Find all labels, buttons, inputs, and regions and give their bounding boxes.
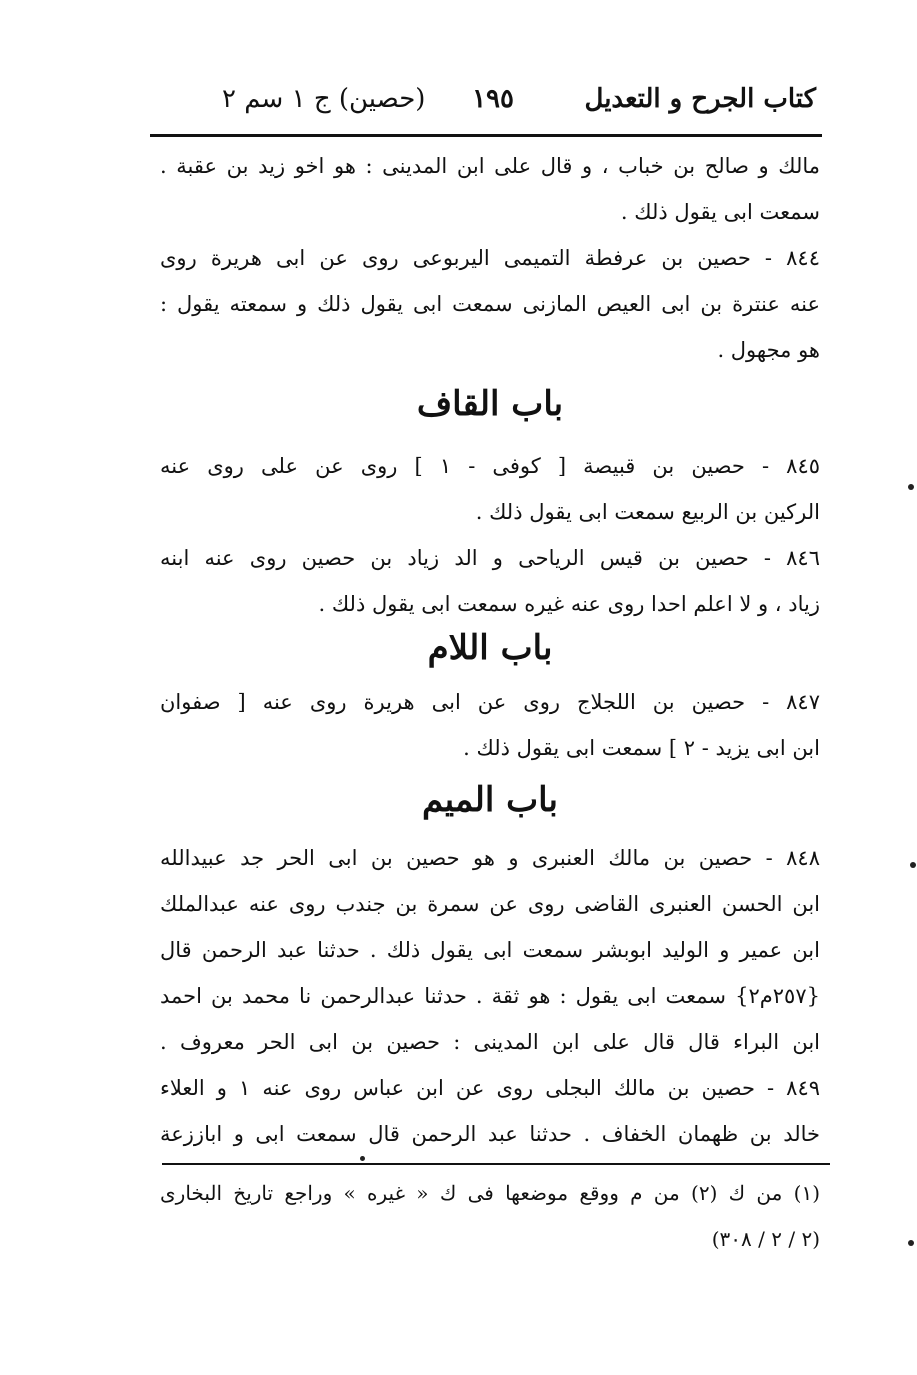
chapter-heading-mim: باب الميم: [421, 780, 559, 820]
text-line: سمعت ابى يقول ذلك .: [620, 200, 820, 224]
text-line: زياد ، و لا اعلم احدا روى عنه غيره سمعت ابى يقول ذلك .: [318, 592, 820, 616]
entry-845-line: ٨٤٥ - حصين بن قبيصة [ كوفى - ١ ] روى عن على روى عنه: [160, 454, 821, 478]
chapter-heading-lam: باب اللام: [427, 628, 553, 668]
text-line: ابن البراء قال قال على ابن المدينى : حصين بن ابى الحر معروف .: [160, 1030, 820, 1054]
text-line: ابن عمير و الوليد ابوبشر سمعت ابى يقول ذلك . حدثنا عبد الرحمن قال: [160, 938, 820, 962]
footnote-line: (١) من ك (٢) من م ووقع موضعها فى ك « غيره » وراجع تاريخ البخارى: [160, 1181, 820, 1205]
text-line: {٢٥٧م٢} سمعت ابى يقول : هو ثقة . حدثنا عبدالرحمن نا محمد بن احمد: [160, 984, 820, 1008]
text-line: مالك و صالح بن خباب ، و قال على ابن المدينى : هو اخو زيد بن عقبة .: [160, 154, 820, 178]
scan-speck: [908, 484, 914, 490]
text-line: الركين بن الربيع سمعت ابى يقول ذلك .: [475, 500, 820, 524]
chapter-heading-qaf: باب القاف: [416, 384, 564, 424]
entry-844-line: ٨٤٤ - حصين بن عرفطة التميمى اليربوعى روى عن ابى هريرة روى: [160, 246, 820, 270]
section-label: (حصين) ج ١ سم ٢: [222, 84, 426, 114]
footnote-rule: [162, 1163, 830, 1165]
text-line: هو مجهول .: [717, 338, 820, 362]
entry-846-line: ٨٤٦ - حصين بن قيس الرياحى و الد زياد بن حصين روى عنه ابنه: [160, 546, 820, 570]
text-line: خالد بن ظهمان الخفاف . حدثنا عبد الرحمن قال سمعت ابى و اباززعة: [160, 1122, 820, 1146]
text-line: ابن ابى يزيد - ٢ ] سمعت ابى يقول ذلك .: [463, 736, 820, 760]
book-title: كتاب الجرح و التعديل: [584, 84, 816, 114]
scan-speck: [360, 1156, 365, 1161]
text-line: ابن الحسن العنبرى القاضى روى عن سمرة بن جندب روى عنه عبدالملك: [160, 892, 820, 916]
entry-847-line: ٨٤٧ - حصين بن اللجلاج روى عن ابى هريرة روى عنه [ صفوان: [160, 690, 820, 714]
text-line: عنه عنترة بن ابى العيص المازنى سمعت ابى يقول ذلك و سمعته يقول :: [160, 292, 820, 316]
scan-speck: [908, 1240, 914, 1246]
header-rule: [150, 134, 822, 137]
running-header: [150, 84, 822, 130]
page-number: ١٩٥: [472, 84, 514, 114]
entry-849-line: ٨٤٩ - حصين بن مالك البجلى روى عن ابن عباس روى عنه ١ و العلاء: [160, 1076, 821, 1100]
entry-848-line: ٨٤٨ - حصين بن مالك العنبرى و هو حصين بن ابى الحر جد عبيدالله: [160, 846, 820, 870]
scan-speck: [910, 862, 916, 868]
footnote-line: (٢ / ٢ / ٣٠٨): [711, 1227, 820, 1251]
